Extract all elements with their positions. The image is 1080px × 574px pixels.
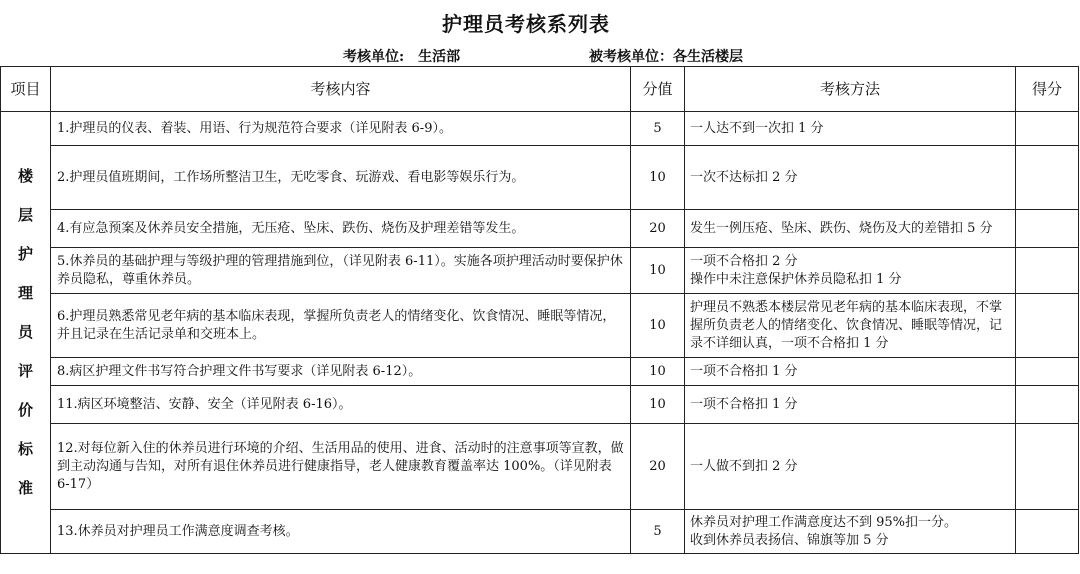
assessing-unit-value: 生活部 bbox=[418, 49, 461, 65]
content-cell: 8.病区护理文件书写符合护理文件书写要求（详见附表 6-12）。 bbox=[51, 358, 631, 386]
method-cell: 一项不合格扣 1 分 bbox=[685, 358, 1016, 386]
score-cell: 5 bbox=[631, 510, 685, 554]
score-cell: 10 bbox=[631, 248, 685, 294]
assessing-unit-label: 考核单位: bbox=[343, 49, 405, 65]
category-char: 理 bbox=[17, 284, 33, 302]
method-cell: 一项不合格扣 2 分 操作中未注意保护休养员隐私扣 1 分 bbox=[685, 248, 1016, 294]
score-cell: 5 bbox=[631, 112, 685, 146]
table-row bbox=[1, 210, 1079, 248]
header-points: 得分 bbox=[1016, 67, 1079, 112]
table-row bbox=[1, 294, 1079, 358]
method-cell: 护理员不熟悉本楼层常见老年病的基本临床表现，不掌握所负责老人的情绪变化、饮食情况、睡眠等情况，记录不详细认真，一项不合格扣 1 分 bbox=[685, 294, 1016, 358]
table-row bbox=[1, 146, 1079, 210]
category-char: 评 bbox=[17, 362, 33, 380]
points-cell bbox=[1016, 358, 1079, 386]
method-cell: 一次不达标扣 2 分 bbox=[685, 146, 1016, 210]
score-cell: 20 bbox=[631, 424, 685, 510]
category-char: 准 bbox=[17, 479, 33, 497]
points-cell bbox=[1016, 294, 1079, 358]
points-cell bbox=[1016, 210, 1079, 248]
category-char: 护 bbox=[17, 245, 33, 263]
header-content: 考核内容 bbox=[51, 67, 631, 112]
points-cell bbox=[1016, 248, 1079, 294]
table-row bbox=[1, 386, 1079, 424]
header-project: 项目 bbox=[1, 67, 51, 112]
score-cell: 20 bbox=[631, 210, 685, 248]
category-char: 价 bbox=[17, 401, 33, 419]
content-cell: 11.病区环境整洁、安静、安全（详见附表 6-16）。 bbox=[51, 386, 631, 424]
points-cell bbox=[1016, 112, 1079, 146]
table-row bbox=[1, 112, 1079, 146]
points-cell bbox=[1016, 386, 1079, 424]
table-row bbox=[1, 358, 1079, 386]
header-row bbox=[1, 67, 1079, 112]
table-row bbox=[1, 510, 1079, 554]
score-cell: 10 bbox=[631, 146, 685, 210]
score-cell: 10 bbox=[631, 294, 685, 358]
content-cell: 1.护理员的仪表、着装、用语、行为规范符合要求（详见附表 6-9）。 bbox=[51, 112, 631, 146]
page-title: 护理员考核系列表 bbox=[442, 12, 610, 36]
score-cell: 10 bbox=[631, 386, 685, 424]
content-cell: 5.休养员的基础护理与等级护理的管理措施到位，（详见附表 6-11）。实施各项护理活动时要保护休养员隐私，尊重休养员。 bbox=[51, 248, 631, 294]
method-cell: 发生一例压疮、坠床、跌伤、烧伤及大的差错扣 5 分 bbox=[685, 210, 1016, 248]
category-cell bbox=[1, 112, 51, 554]
points-cell bbox=[1016, 146, 1079, 210]
table-row bbox=[1, 248, 1079, 294]
content-cell: 4.有应急预案及休养员安全措施，无压疮、坠床、跌伤、烧伤及护理差错等发生。 bbox=[51, 210, 631, 248]
header-method: 考核方法 bbox=[685, 67, 1016, 112]
content-cell: 6.护理员熟悉常见老年病的基本临床表现，掌握所负责老人的情绪变化、饮食情况、睡眠等情况，并且记录在生活记录单和交班本上。 bbox=[51, 294, 631, 358]
score-cell: 10 bbox=[631, 358, 685, 386]
content-cell: 2.护理员值班期间，工作场所整洁卫生，无吃零食、玩游戏、看电影等娱乐行为。 bbox=[51, 146, 631, 210]
header-score: 分值 bbox=[631, 67, 685, 112]
points-cell bbox=[1016, 510, 1079, 554]
category-char: 楼 bbox=[17, 167, 33, 185]
assessment-table bbox=[0, 66, 1079, 554]
category-char: 层 bbox=[17, 206, 33, 224]
method-cell: 一项不合格扣 1 分 bbox=[685, 386, 1016, 424]
assessing-unit bbox=[343, 46, 460, 66]
category-char: 标 bbox=[17, 440, 33, 458]
points-cell bbox=[1016, 424, 1079, 510]
assessed-unit: 被考核单位：各生活楼层 bbox=[589, 49, 743, 65]
method-cell: 一人做不到扣 2 分 bbox=[685, 424, 1016, 510]
method-cell: 休养员对护理工作满意度达不到 95%扣一分。 收到休养员表扬信、锦旗等加 5 分 bbox=[685, 510, 1016, 554]
category-char: 员 bbox=[17, 323, 33, 341]
method-cell: 一人达不到一次扣 1 分 bbox=[685, 112, 1016, 146]
content-cell: 13.休养员对护理员工作满意度调查考核。 bbox=[51, 510, 631, 554]
table-row bbox=[1, 424, 1079, 510]
content-cell: 12.对每位新入住的休养员进行环境的介绍、生活用品的使用、进食、活动时的注意事项等宣教，做到主动沟通与告知，对所有退住休养员进行健康指导，老人健康教育覆盖率达 100%。（详见附表 6-17） bbox=[51, 424, 631, 510]
